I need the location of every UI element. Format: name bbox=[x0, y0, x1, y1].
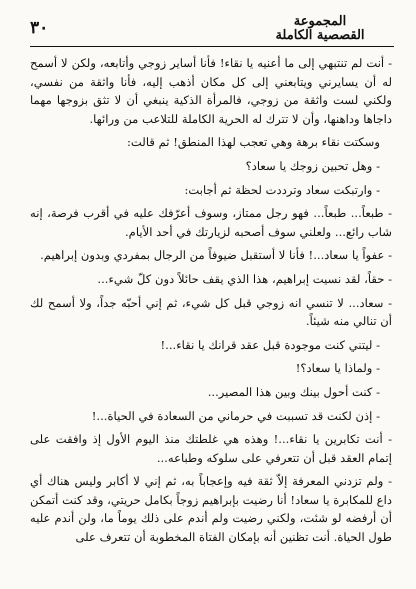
paragraph: وسكتت نقاء برهة وهي تعجب لهذا المنطق! ثم قالت: bbox=[127, 135, 380, 150]
paragraph: - ليتني كنت موجودة قبل عقد قرانك يا نقاء...! bbox=[160, 337, 380, 352]
paragraph: - ولم تزدني المعرفة إلاّ ثقة فيه وإعجاباً به، ثم إني لا أكابر وليس هناك أي داع للمكابرة يا سعاد! أنا رضيت بإبراهيم زوجاً بكامل حريتي، وقد كنت أتمكن أن أرفضه لو شئت، ولكني رضيت ولم أندم على ذلك يوماً ما، ولن أندم عليه طول الحياة. أنت تظنين أنه بإمكان الفتاة المخطوبة أن تتعرف على bbox=[30, 474, 392, 545]
paragraph: - أنت تكابرين يا نقاء...! وهذه هي غلطتك منذ اليوم الأول إذ وافقت على إتمام العقد قبل أن تتعرفي على سلوكه وطباعه... bbox=[30, 432, 392, 465]
paragraph: - وارتبكت سعاد وترددت لحظة ثم أجابت: bbox=[184, 182, 380, 197]
series-heading bbox=[250, 15, 390, 42]
series-subtitle: القصصية الكاملة bbox=[275, 27, 365, 43]
header-divider bbox=[30, 46, 394, 47]
paragraph: - سعاد... لا تنسي انه زوجي قبل كل شيء، ثم إني أحبّه جداً، ولا أسمح لك أن تنالي منه شيئاً. bbox=[30, 295, 392, 329]
body-text bbox=[30, 54, 392, 585]
paragraph: - أنت لم تنتبهي إلى ما أعنيه يا نقاء! فأنا أساير زوجي وأتابعه، ولكن لا أسمح له أن يسايرني ويتابعني إلى كل مكان أذهب إليه، فأنا واثقة من نفسي، ولكني لست واثقة من زوجي، فالمرأة الذكية ينبغي أن لا تثق بزوجها مهما داجاها وداهنها، وأن لا تترك له الحرية الكاملة للتلاعب من ورائها. bbox=[30, 56, 392, 126]
paragraph: - كنت أحول بينك وبين هذا المصير... bbox=[207, 384, 380, 399]
paragraph: - وهل تحبين زوجك يا سعاد؟ bbox=[245, 158, 380, 173]
page-number: ٣٠ bbox=[30, 18, 49, 38]
page-header bbox=[28, 14, 392, 54]
series-title: المجموعة bbox=[293, 14, 347, 29]
paragraph: - إذن لكنت قد تسببت في حرماني من السعادة في الحياة...! bbox=[91, 408, 380, 423]
paragraph: - عفواً يا سعاد...! فأنا لا أستقبل ضيوفاً من الرجال بمفردي وبدون إبراهيم. bbox=[40, 248, 392, 263]
paragraph: - ولماذا يا سعاد؟! bbox=[295, 361, 380, 376]
paragraph: - طبعاً... طبعاً... فهو رجل ممتاز، وسوف أعرّفك عليه في أقرب فرصة، إنه شاب رائع... ولعلني سوف أصحبه لزيارتك في أحد الأيام. bbox=[30, 206, 392, 239]
paragraph: - حقاً، لقد نسيت إبراهيم، هذا الذي يقف حائلاً دون كلّ شيء... bbox=[97, 271, 392, 286]
